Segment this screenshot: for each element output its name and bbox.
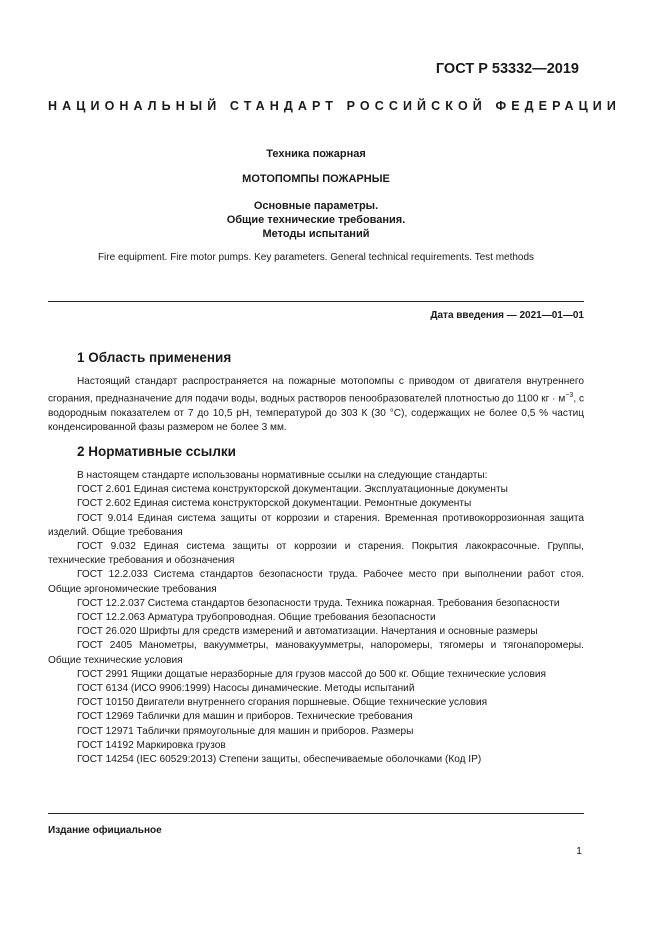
reference-item: ГОСТ 12.2.063 Арматура трубопроводная. Общие требования безопасности [77,612,436,624]
reference-item: ГОСТ 2991 Ящики дощатые неразборные для грузов массой до 500 кг. Общие технические условия [77,668,547,680]
subtitle-line-2: Общие технические требования. [226,214,406,226]
subtitle-line-3: Методы испытаний [262,228,370,240]
category-title: Техника пожарная [266,148,366,160]
reference-item: ГОСТ 10150 Двигатели внутреннего сгорания поршневые. Общие технические условия [77,697,488,709]
reference-item: ГОСТ 6134 (ИСО 9906:1999) Насосы динамические. Методы испытаний [77,683,415,695]
reference-item: ГОСТ 12971 Таблички прямоугольные для машин и приборов. Размеры [77,725,414,737]
section-1-heading: 1 Область применения [77,350,232,365]
references-intro: В настоящем стандарте использованы нормативные ссылки на следующие стандарты: [77,470,488,481]
density-exponent: −3 [565,392,574,400]
reference-item: ГОСТ 12.2.033 Система стандартов безопасности труда. Рабочее место при выполнении работ стоя. Общие эргономические требования [48,569,584,595]
introduction-date: Дата введения — 2021—01—01 [430,310,584,321]
national-standard-title: НАЦИОНАЛЬНЫЙ СТАНДАРТ РОССИЙСКОЙ ФЕДЕРАЦИИ [48,99,621,113]
section-1-paragraph [48,375,584,435]
reference-item: ГОСТ 12969 Таблички для машин и приборов. Технические требования [77,711,413,723]
reference-item: ГОСТ 12.2.037 Система стандартов безопасности труда. Техника пожарная. Требования безопасности [77,597,560,609]
reference-item: ГОСТ 2405 Манометры, вакуумметры, мановакуумметры, напоромеры, тягомеры и тягонапоромеры. Общие технические условия [48,640,584,666]
document-subtitle [48,199,584,241]
page-number: 1 [576,845,582,857]
english-title: Fire equipment. Fire motor pumps. Key parameters. General technical requirements. Test methods [97,252,535,263]
reference-item: ГОСТ 14254 (IEC 60529:2013) Степени защиты, обеспечиваемые оболочками (Код IP) [77,754,482,766]
reference-item: ГОСТ 2.601 Единая система конструкторской документации. Эксплуатационные документы [77,484,508,496]
reference-item: ГОСТ 26.020 Шрифты для средств измерений и автоматизации. Начертания и основные размеры [77,626,538,638]
section-1-text-a: Настоящий стандарт распространяется на пожарные мотопомпы с приводом от двигателя внутреннего сгорания, предназначение для подачи воды, водных растворов пенообразователей плотностью до 1100 кг · м [48,376,584,405]
section-1-text-b: , с водородным показателем от 7 до 10,5 pH, температурой до 303 К (30 °С), содержащих не более 0,5 % частиц конденсированной фазы размером не более 3 мм. [48,393,585,433]
document-main-title: МОТОПОМПЫ ПОЖАРНЫЕ [242,173,390,185]
reference-item: ГОСТ 2.602 Единая система конструкторской документации. Ремонтные документы [77,498,472,510]
references-list [48,469,584,767]
standard-number: ГОСТ Р 53332—2019 [435,61,579,77]
official-edition-label: Издание официальное [48,825,162,836]
section-2-heading: 2 Нормативные ссылки [77,444,236,459]
subtitle-line-1: Основные параметры. [253,200,379,212]
header-divider [48,301,584,302]
footer-divider [48,813,584,814]
reference-item: ГОСТ 9.014 Единая система защиты от коррозии и старения. Временная противокоррозионная защита изделий. Общие требования [48,512,584,538]
reference-item: ГОСТ 14192 Маркировка грузов [77,739,226,751]
reference-item: ГОСТ 9.032 Единая система защиты от коррозии и старения. Покрытия лакокрасочные. Группы, технические требования и обозначения [48,541,584,567]
